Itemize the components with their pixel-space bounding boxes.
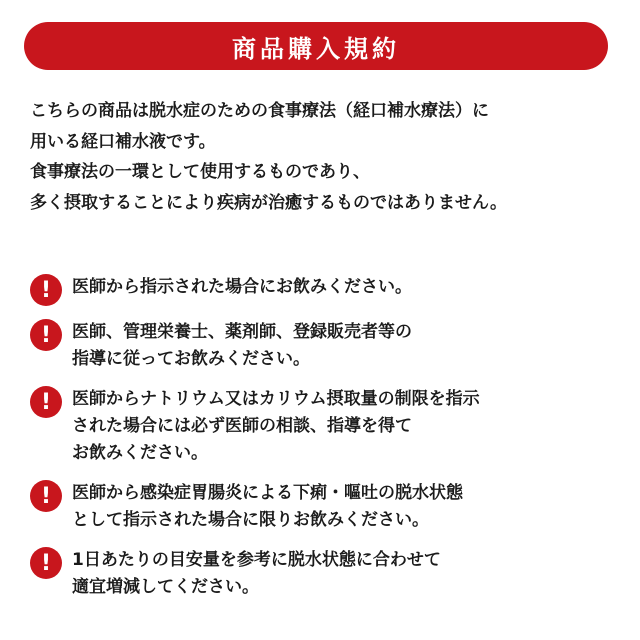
page-title: 商品購入規約	[232, 34, 400, 63]
exclamation-icon: !	[30, 274, 62, 306]
note-line: された場合には必ず医師の相談、指導を得て	[72, 416, 412, 436]
note-line: 医師から感染症胃腸炎による下痢・嘔吐の脱水状態	[72, 483, 463, 503]
note-item	[30, 480, 620, 534]
note-item	[30, 386, 620, 467]
intro-line: こちらの商品は脱水症のための食事療法（経口補水療法）に	[30, 101, 489, 121]
note-text	[72, 480, 620, 534]
note-line: 適宜増減してください。	[72, 577, 259, 597]
exclamation-icon: !	[30, 386, 62, 418]
note-line: 医師から指示された場合にお飲みください。	[72, 277, 412, 297]
intro-paragraph	[30, 100, 620, 222]
note-text	[72, 547, 620, 601]
note-text	[72, 274, 620, 301]
note-item	[30, 547, 620, 601]
note-line: 1日あたりの目安量を参考に脱水状態に合わせて	[72, 550, 441, 570]
title-banner	[24, 22, 608, 70]
note-text	[72, 319, 620, 373]
exclamation-icon: !	[30, 480, 62, 512]
intro-line: 用いる経口補水液です。	[30, 131, 216, 152]
intro-line: 多く摂取することにより疾病が治癒するものではありません。	[30, 192, 508, 213]
note-line: として指示された場合に限りお飲みください。	[72, 510, 429, 530]
note-line: 医師からナトリウム又はカリウム摂取量の制限を指示	[72, 389, 480, 409]
note-text	[72, 386, 620, 467]
note-line: 指導に従ってお飲みください。	[72, 349, 310, 369]
exclamation-icon: !	[30, 547, 62, 579]
note-item	[30, 274, 620, 306]
note-line: お飲みください。	[72, 443, 208, 463]
notes-list	[30, 274, 620, 614]
intro-line: 食事療法の一環として使用するものであり、	[30, 162, 370, 182]
note-item	[30, 319, 620, 373]
exclamation-icon: !	[30, 319, 62, 351]
note-line: 医師、管理栄養士、薬剤師、登録販売者等の	[72, 322, 412, 342]
